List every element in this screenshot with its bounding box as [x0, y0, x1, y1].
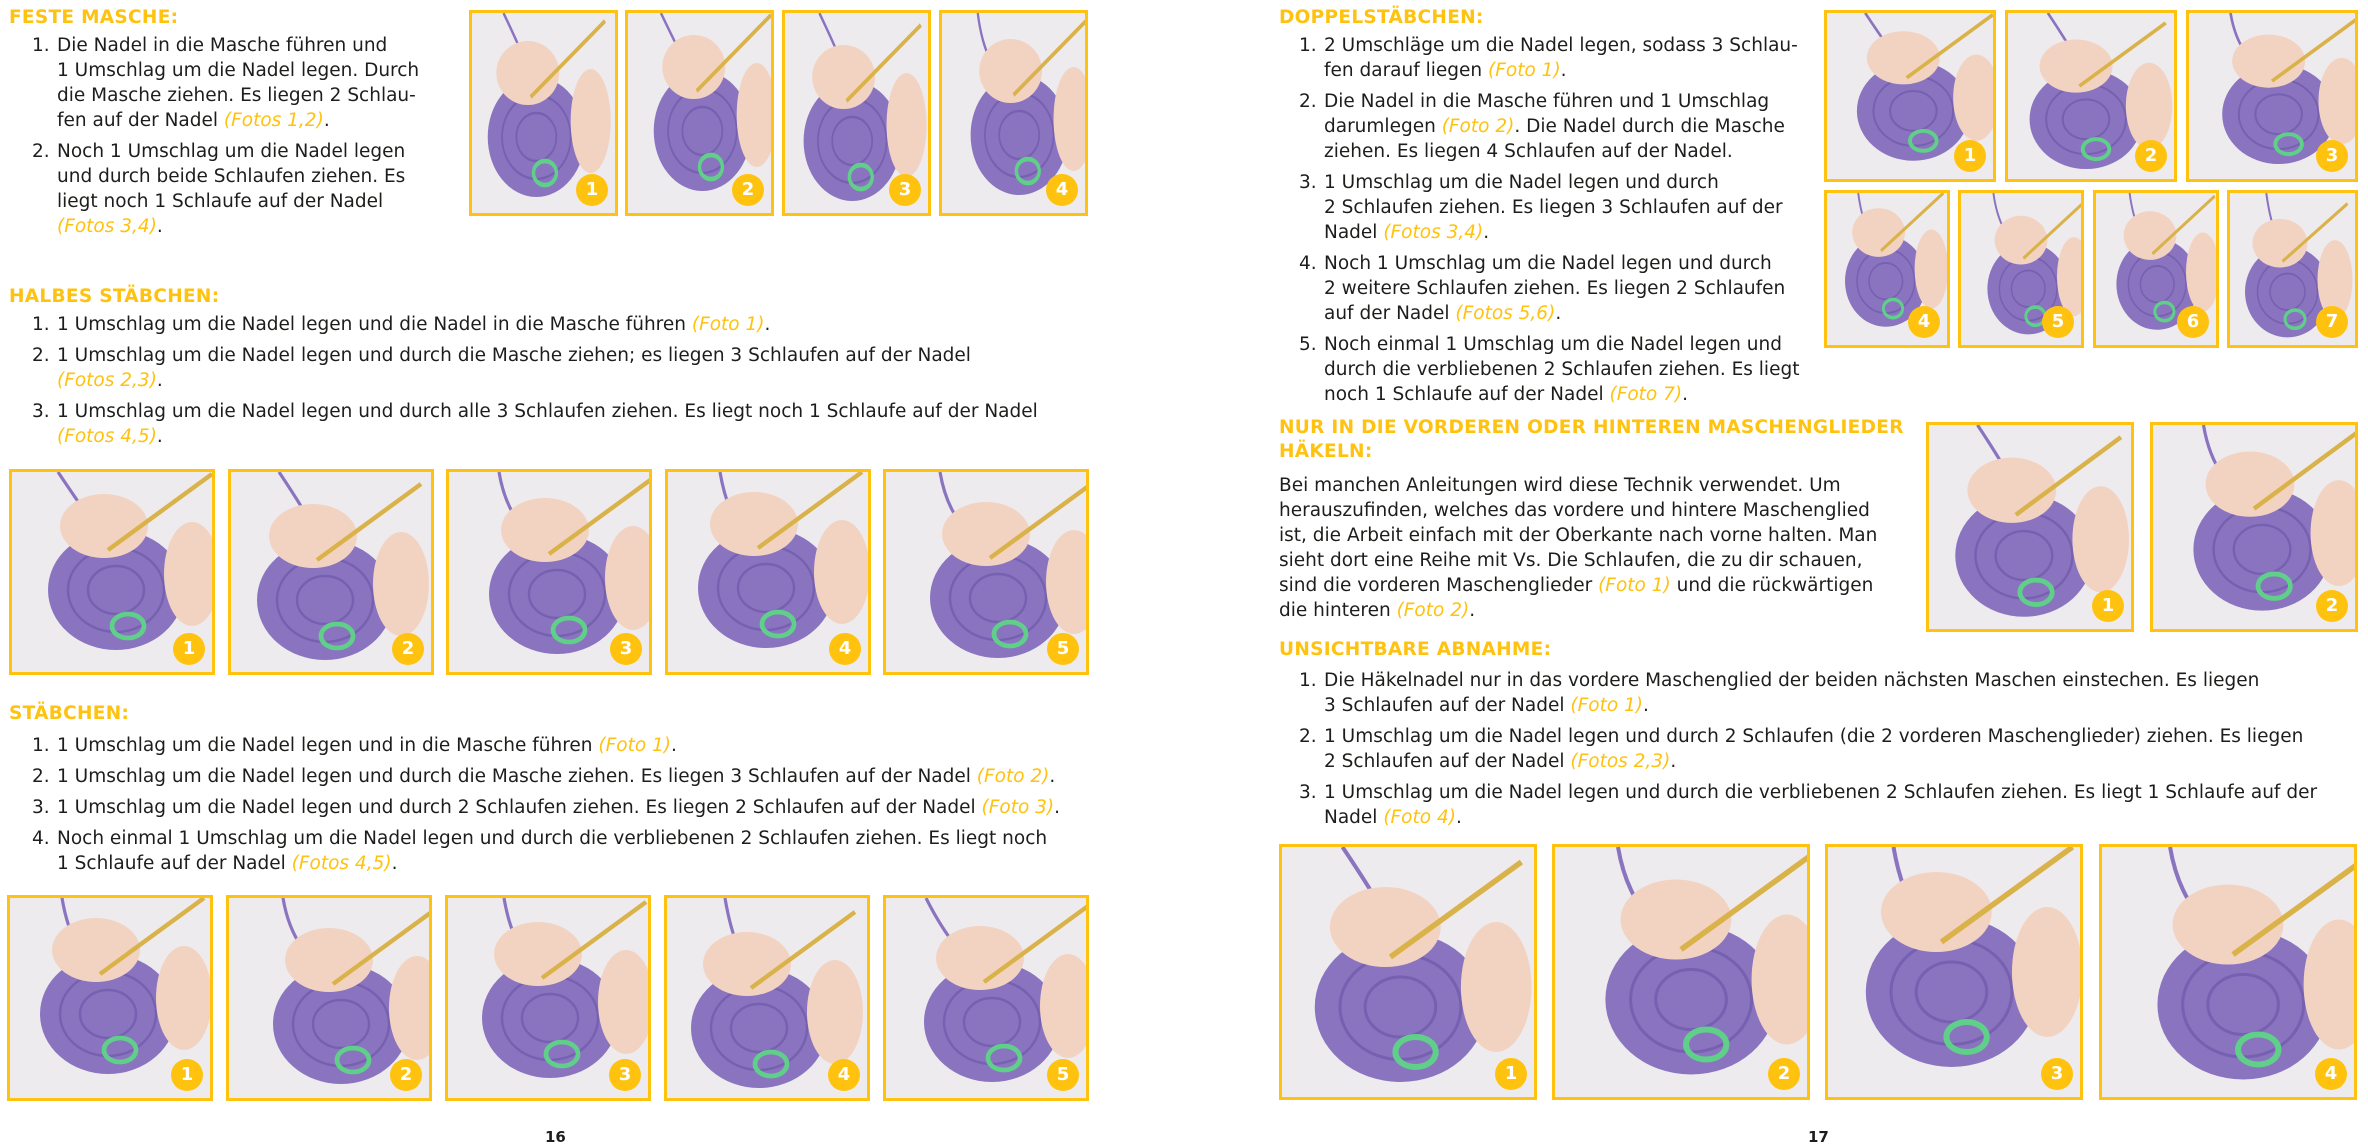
step-text: .	[323, 110, 330, 131]
photo-number-badge: 1	[1954, 140, 1986, 172]
crochet-photo-illustration	[2102, 847, 2354, 1097]
paragraph-line: ist, die Arbeit einfach mit der Oberkante nach vorne halten. Man	[1279, 525, 1878, 546]
step-text: .	[391, 853, 398, 874]
step-item	[18, 399, 1118, 449]
photo-number-badge: 3	[2316, 140, 2348, 172]
step-number: 4.	[32, 828, 50, 849]
page-number: 16	[545, 1128, 566, 1146]
photo-reference: (Foto 7)	[1609, 384, 1683, 405]
step-text: . Die Nadel durch die Masche	[1514, 116, 1785, 137]
photo-number-badge: 1	[576, 174, 608, 206]
crochet-photo-illustration	[1555, 847, 1807, 1097]
photo-number-badge: 2	[1768, 1058, 1800, 1090]
step-text: durch die verbliebenen 2 Schlaufen ziehen. Es liegt	[1324, 359, 1800, 380]
step-text: 1 Umschlag um die Nadel legen und durch die verbliebenen 2 Schlaufen ziehen. Es liegt 1 Schlaufe auf der	[1324, 782, 2318, 803]
photo-reference: (Foto 2)	[1441, 116, 1515, 137]
photo-reference: (Foto 1)	[1488, 60, 1561, 81]
photo-reference: (Fotos 2,3)	[1570, 751, 1671, 772]
photo-reference: (Foto 2)	[976, 766, 1050, 787]
photo-reference: (Foto 3)	[981, 797, 1055, 818]
paragraph-line: sieht dort eine Reihe mit Vs. Die Schlaufen, die zu dir schauen,	[1279, 550, 1863, 571]
step-number: 2.	[1299, 91, 1317, 112]
step-text: fen auf der Nadel	[57, 110, 224, 131]
step-photo	[1824, 10, 1996, 182]
photo-reference: (Fotos 4,5)	[57, 426, 157, 447]
step-text: .	[1682, 384, 1688, 405]
photo-number-badge: 7	[2316, 306, 2348, 338]
photo-number-badge: 6	[2177, 306, 2209, 338]
step-text: fen darauf liegen	[1324, 60, 1489, 81]
photo-reference: (Fotos 2,3)	[57, 370, 157, 391]
step-number: 3.	[32, 797, 50, 818]
paragraph-maschenglieder	[1279, 473, 1919, 623]
step-number: 3.	[1299, 172, 1317, 193]
step-text: 2 Umschläge um die Nadel legen, sodass 3 Schlau-	[1324, 35, 1798, 56]
step-text: 1 Umschlag um die Nadel legen und durch die Masche ziehen. Es liegen 3 Schlaufen auf der Nadel	[57, 766, 977, 787]
photo-number-badge: 1	[2092, 590, 2124, 622]
step-number: 3.	[1299, 782, 1317, 803]
step-number: 1.	[32, 735, 50, 756]
step-photo	[1824, 190, 1950, 348]
step-text: 3 Schlaufen auf der Nadel	[1324, 695, 1571, 716]
step-text: .	[1455, 807, 1462, 828]
step-item	[18, 343, 1118, 393]
step-item	[18, 733, 1118, 758]
step-text: .	[1560, 60, 1567, 81]
step-number: 1.	[1299, 670, 1317, 691]
step-text: Die Nadel in die Masche führen und 1 Umschlag	[1324, 91, 1770, 112]
steps-unsichtbare-abnahme	[1285, 668, 2355, 836]
step-text: Die Häkelnadel nur in das vordere Maschenglied der beiden nächsten Maschen einstechen. Es liegen	[1324, 670, 2260, 691]
photo-reference: (Fotos 1,2)	[223, 110, 324, 131]
step-photo	[1958, 190, 2084, 348]
step-item	[1285, 724, 2355, 774]
step-text: .	[1483, 222, 1490, 243]
crochet-photo-illustration	[1828, 847, 2080, 1097]
step-text: 1 Umschlag um die Nadel legen und durch 2 Schlaufen ziehen. Es liegen 2 Schlaufen auf der Nadel	[57, 797, 982, 818]
photo-number-badge: 1	[1495, 1058, 1527, 1090]
steps-halbes-staebchen	[18, 312, 1118, 455]
step-text: 2 weitere Schlaufen ziehen. Es liegen 2 Schlaufen	[1324, 278, 1786, 299]
step-item	[1285, 33, 1825, 83]
step-photo	[939, 10, 1088, 216]
photo-number-badge: 5	[1047, 1059, 1079, 1091]
step-photo	[625, 10, 774, 216]
step-text: Noch 1 Umschlag um die Nadel legen und durch	[1324, 253, 1772, 274]
step-text: .	[764, 314, 771, 335]
photo-reference: (Foto 1)	[691, 314, 765, 335]
step-text: 1 Umschlag um die Nadel legen und durch alle 3 Schlaufen ziehen. Es liegt noch 1 Schlaufe auf der Nadel	[57, 401, 1038, 422]
step-item	[18, 33, 458, 133]
step-text: ziehen. Es liegen 4 Schlaufen auf der Nadel.	[1324, 141, 1733, 162]
photo-reference: (Foto 1)	[1598, 575, 1671, 596]
step-text: 2 Schlaufen ziehen. Es liegen 3 Schlaufen auf der	[1324, 197, 1783, 218]
photo-number-badge: 2	[390, 1059, 422, 1091]
step-text: 1 Schlaufe auf der Nadel	[57, 853, 292, 874]
photo-reference: (Fotos 3,4)	[1383, 222, 1484, 243]
photo-number-badge: 3	[2041, 1058, 2073, 1090]
photo-reference: (Foto 2)	[1396, 600, 1470, 621]
photo-number-badge: 4	[1908, 306, 1940, 338]
step-photo	[883, 895, 1089, 1101]
step-text: .	[156, 426, 163, 447]
step-text: Noch 1 Umschlag um die Nadel legen	[57, 141, 406, 162]
heading-halbes-staebchen: HALBES STÄBCHEN:	[9, 286, 220, 307]
step-number: 3.	[32, 401, 50, 422]
step-photo	[664, 895, 870, 1101]
heading-staebchen: STÄBCHEN:	[9, 703, 130, 724]
step-item	[1285, 89, 1825, 164]
photo-reference: (Foto 1)	[598, 735, 672, 756]
photo-number-badge: 3	[609, 1059, 641, 1091]
step-item	[1285, 332, 1825, 407]
step-photo	[782, 10, 931, 216]
step-photo	[469, 10, 618, 216]
step-text: 1 Umschlag um die Nadel legen. Durch	[57, 60, 420, 81]
step-text: .	[156, 370, 163, 391]
step-number: 2.	[32, 345, 50, 366]
paragraph-line: und die rückwärtigen	[1670, 575, 1874, 596]
step-text: .	[156, 216, 163, 237]
step-item	[1285, 251, 1825, 326]
step-photo	[1552, 844, 1810, 1100]
heading-doppelstaebchen: DOPPELSTÄBCHEN:	[1279, 7, 1484, 28]
step-item	[1285, 668, 2355, 718]
paragraph-line: .	[1469, 600, 1476, 621]
step-number: 1.	[32, 35, 50, 56]
photo-number-badge: 2	[392, 633, 424, 665]
photo-number-badge: 4	[1046, 174, 1078, 206]
step-photo	[228, 469, 434, 675]
paragraph-line: sind die vorderen Maschenglieder	[1279, 575, 1599, 596]
heading-maschenglieder	[1279, 416, 1904, 464]
step-number: 1.	[32, 314, 50, 335]
step-text: 1 Umschlag um die Nadel legen und die Nadel in die Masche führen	[57, 314, 692, 335]
step-photo	[1279, 844, 1537, 1100]
step-item	[18, 795, 1118, 820]
step-text: und durch beide Schlaufen ziehen. Es	[57, 166, 406, 187]
paragraph-line: die hinteren	[1279, 600, 1397, 621]
step-text: .	[671, 735, 677, 756]
page-16	[0, 0, 1184, 1144]
step-text: Nadel	[1324, 222, 1384, 243]
step-text: 1 Umschlag um die Nadel legen und durch die Masche ziehen; es liegen 3 Schlaufen auf der Nadel	[57, 345, 971, 366]
step-number: 4.	[1299, 253, 1317, 274]
step-photo	[9, 469, 215, 675]
step-photo	[1825, 844, 2083, 1100]
step-text: Noch einmal 1 Umschlag um die Nadel legen und	[1324, 334, 1782, 355]
photo-number-badge: 3	[610, 633, 642, 665]
step-text: .	[1555, 303, 1562, 324]
step-text: die Masche ziehen. Es liegen 2 Schlau-	[57, 85, 416, 106]
step-text: 1 Umschlag um die Nadel legen und durch 2 Schlaufen (die 2 vorderen Maschenglieder) ziehen. Es liegen	[1324, 726, 2304, 747]
step-text: Noch einmal 1 Umschlag um die Nadel legen und durch die verbliebenen 2 Schlaufen ziehen. Es liegt noch	[57, 828, 1048, 849]
step-text: .	[1643, 695, 1649, 716]
step-text: 1 Umschlag um die Nadel legen und in die Masche führen	[57, 735, 599, 756]
step-photo	[446, 469, 652, 675]
photo-number-badge: 1	[171, 1059, 203, 1091]
step-text: .	[1670, 751, 1677, 772]
step-item	[18, 826, 1118, 876]
step-text: 1 Umschlag um die Nadel legen und durch	[1324, 172, 1719, 193]
step-text: .	[1049, 766, 1056, 787]
step-number: 2.	[32, 141, 50, 162]
photo-number-badge: 1	[173, 633, 205, 665]
step-photo	[445, 895, 651, 1101]
photo-reference: (Fotos 4,5)	[291, 853, 392, 874]
photo-number-badge: 2	[732, 174, 764, 206]
photo-reference: (Fotos 3,4)	[57, 216, 157, 237]
photo-number-badge: 3	[889, 174, 921, 206]
step-text: .	[1054, 797, 1061, 818]
page-17	[1184, 0, 2368, 1144]
step-photo	[883, 469, 1089, 675]
photo-number-badge: 2	[2135, 140, 2167, 172]
steps-feste-masche	[18, 33, 458, 245]
step-text: auf der Nadel	[1324, 303, 1456, 324]
step-number: 1.	[1299, 35, 1317, 56]
step-photo	[1926, 422, 2134, 632]
step-number: 5.	[1299, 334, 1317, 355]
step-item	[18, 764, 1118, 789]
step-photo	[665, 469, 871, 675]
step-photo	[7, 895, 213, 1101]
photo-reference: (Foto 1)	[1570, 695, 1644, 716]
step-text: noch 1 Schlaufe auf der Nadel	[1324, 384, 1610, 405]
step-item	[1285, 780, 2355, 830]
photo-reference: (Foto 4)	[1383, 807, 1456, 828]
photo-number-badge: 4	[829, 633, 861, 665]
step-text: 2 Schlaufen auf der Nadel	[1324, 751, 1571, 772]
photo-number-badge: 4	[2315, 1058, 2347, 1090]
photo-number-badge: 4	[828, 1059, 860, 1091]
step-photo	[2227, 190, 2358, 348]
heading-unsichtbare-abnahme: UNSICHTBARE ABNAHME:	[1279, 639, 1552, 660]
step-item	[1285, 170, 1825, 245]
step-text: liegt noch 1 Schlaufe auf der Nadel	[57, 191, 384, 212]
photo-number-badge: 5	[2042, 306, 2074, 338]
step-text: darumlegen	[1324, 116, 1442, 137]
crochet-photo-illustration	[1282, 847, 1534, 1097]
photo-reference: (Fotos 5,6)	[1455, 303, 1556, 324]
steps-doppelstaebchen	[1285, 33, 1825, 413]
step-photo	[2186, 10, 2358, 182]
page-number: 17	[1808, 1128, 1829, 1146]
heading-maschenglieder-line-1: NUR IN DIE VORDEREN ODER HINTEREN MASCHENGLIEDER	[1279, 417, 1904, 438]
step-photo	[226, 895, 432, 1101]
step-item	[18, 312, 1118, 337]
step-photo	[2099, 844, 2357, 1100]
step-text: Die Nadel in die Masche führen und	[57, 35, 388, 56]
heading-maschenglieder-line-2: HÄKELN:	[1279, 441, 1373, 462]
photo-number-badge: 2	[2316, 590, 2348, 622]
paragraph-line: Bei manchen Anleitungen wird diese Technik verwendet. Um	[1279, 475, 1841, 496]
paragraph-line: herauszufinden, welches das vordere und hintere Maschenglied	[1279, 500, 1870, 521]
step-photo	[2093, 190, 2219, 348]
photo-number-badge: 5	[1047, 633, 1079, 665]
step-photo	[2150, 422, 2358, 632]
steps-staebchen	[18, 733, 1118, 882]
step-text: Nadel	[1324, 807, 1384, 828]
step-number: 2.	[32, 766, 50, 787]
step-photo	[2005, 10, 2177, 182]
step-item	[18, 139, 458, 239]
step-number: 2.	[1299, 726, 1317, 747]
heading-feste-masche: FESTE MASCHE:	[9, 7, 179, 28]
